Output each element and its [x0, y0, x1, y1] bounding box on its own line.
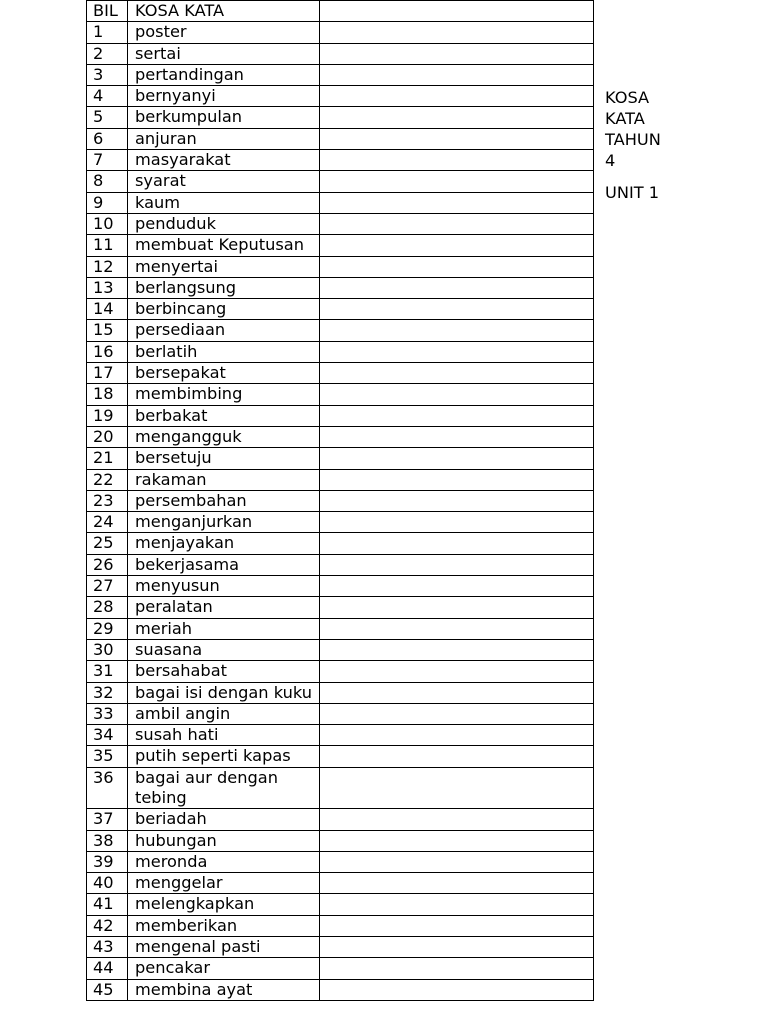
row-number: 28: [87, 597, 128, 618]
blank-answer-cell: [320, 256, 594, 277]
table-row: [87, 512, 594, 533]
row-number: 20: [87, 426, 128, 447]
table-row: [87, 213, 594, 234]
vocabulary-word: membuat Keputusan: [128, 235, 320, 256]
vocabulary-word: bagai aur dengan tebing: [128, 767, 320, 809]
row-number: 31: [87, 661, 128, 682]
table-row: [87, 682, 594, 703]
table-row: [87, 639, 594, 660]
vocabulary-word: poster: [128, 22, 320, 43]
vocabulary-word: meriah: [128, 618, 320, 639]
blank-answer-cell: [320, 746, 594, 767]
vocabulary-word: persediaan: [128, 320, 320, 341]
vocabulary-word: penduduk: [128, 213, 320, 234]
blank-answer-cell: [320, 384, 594, 405]
row-number: 33: [87, 703, 128, 724]
vocabulary-word: peralatan: [128, 597, 320, 618]
blank-answer-cell: [320, 490, 594, 511]
vocabulary-word: menganjurkan: [128, 512, 320, 533]
table-row: [87, 320, 594, 341]
table-row: [87, 915, 594, 936]
blank-answer-cell: [320, 873, 594, 894]
blank-answer-cell: [320, 639, 594, 660]
table-row: [87, 192, 594, 213]
vocabulary-word: beriadah: [128, 809, 320, 830]
table-row: [87, 341, 594, 362]
blank-answer-cell: [320, 937, 594, 958]
table-row: [87, 894, 594, 915]
vocabulary-word: sertai: [128, 43, 320, 64]
blank-answer-cell: [320, 533, 594, 554]
blank-answer-cell: [320, 341, 594, 362]
vocabulary-word: menjayakan: [128, 533, 320, 554]
row-number: 41: [87, 894, 128, 915]
row-number: 26: [87, 554, 128, 575]
row-number: 3: [87, 64, 128, 85]
vocabulary-word: bekerjasama: [128, 554, 320, 575]
table-row: [87, 979, 594, 1000]
table-row: [87, 851, 594, 872]
row-number: 34: [87, 725, 128, 746]
vocabulary-word: anjuran: [128, 128, 320, 149]
vocabulary-word: berlatih: [128, 341, 320, 362]
table-row: [87, 703, 594, 724]
header-kosa-kata: KOSA KATA: [128, 1, 320, 22]
table-row: [87, 661, 594, 682]
blank-answer-cell: [320, 448, 594, 469]
row-number: 5: [87, 107, 128, 128]
row-number: 35: [87, 746, 128, 767]
blank-answer-cell: [320, 809, 594, 830]
vocabulary-word: rakaman: [128, 469, 320, 490]
vocabulary-word: melengkapkan: [128, 894, 320, 915]
vocabulary-word: masyarakat: [128, 150, 320, 171]
vocabulary-word: mengenal pasti: [128, 937, 320, 958]
blank-answer-cell: [320, 554, 594, 575]
table-row: [87, 426, 594, 447]
row-number: 18: [87, 384, 128, 405]
blank-answer-cell: [320, 320, 594, 341]
table-row: [87, 767, 594, 809]
vocabulary-word: membimbing: [128, 384, 320, 405]
vocabulary-word: berlangsung: [128, 277, 320, 298]
row-number: 21: [87, 448, 128, 469]
blank-answer-cell: [320, 512, 594, 533]
blank-answer-cell: [320, 86, 594, 107]
vocabulary-word: meronda: [128, 851, 320, 872]
row-number: 6: [87, 128, 128, 149]
table-row: [87, 448, 594, 469]
table-row: [87, 86, 594, 107]
row-number: 22: [87, 469, 128, 490]
row-number: 25: [87, 533, 128, 554]
row-number: 7: [87, 150, 128, 171]
row-number: 24: [87, 512, 128, 533]
vocabulary-word: kaum: [128, 192, 320, 213]
table-row: [87, 958, 594, 979]
vocabulary-word: menggelar: [128, 873, 320, 894]
row-number: 9: [87, 192, 128, 213]
blank-answer-cell: [320, 725, 594, 746]
vocabulary-word: bernyanyi: [128, 86, 320, 107]
table-row: [87, 597, 594, 618]
blank-answer-cell: [320, 661, 594, 682]
vocabulary-word: pertandingan: [128, 64, 320, 85]
table-row: [87, 64, 594, 85]
vocabulary-word: bersahabat: [128, 661, 320, 682]
table-row: [87, 725, 594, 746]
blank-answer-cell: [320, 363, 594, 384]
blank-answer-cell: [320, 851, 594, 872]
header-bil: BIL: [87, 1, 128, 22]
vocabulary-table-body: [87, 22, 594, 1001]
row-number: 13: [87, 277, 128, 298]
row-number: 11: [87, 235, 128, 256]
table-row: [87, 171, 594, 192]
blank-answer-cell: [320, 703, 594, 724]
vocabulary-word: menyusun: [128, 576, 320, 597]
row-number: 17: [87, 363, 128, 384]
vocabulary-word: bersepakat: [128, 363, 320, 384]
row-number: 19: [87, 405, 128, 426]
row-number: 38: [87, 830, 128, 851]
blank-answer-cell: [320, 597, 594, 618]
blank-answer-cell: [320, 43, 594, 64]
row-number: 4: [87, 86, 128, 107]
blank-answer-cell: [320, 894, 594, 915]
table-row: [87, 746, 594, 767]
header-blank: [320, 1, 594, 22]
table-row: [87, 533, 594, 554]
row-number: 42: [87, 915, 128, 936]
blank-answer-cell: [320, 405, 594, 426]
vocabulary-word: suasana: [128, 639, 320, 660]
table-row: [87, 299, 594, 320]
table-row: [87, 554, 594, 575]
blank-answer-cell: [320, 767, 594, 809]
table-row: [87, 809, 594, 830]
blank-answer-cell: [320, 299, 594, 320]
vocabulary-word: pencakar: [128, 958, 320, 979]
blank-answer-cell: [320, 469, 594, 490]
blank-answer-cell: [320, 979, 594, 1000]
vocabulary-word: mengangguk: [128, 426, 320, 447]
vocabulary-word: berkumpulan: [128, 107, 320, 128]
vocabulary-word: menyertai: [128, 256, 320, 277]
blank-answer-cell: [320, 213, 594, 234]
blank-answer-cell: [320, 22, 594, 43]
vocabulary-word: berbincang: [128, 299, 320, 320]
blank-answer-cell: [320, 107, 594, 128]
vocabulary-word: putih seperti kapas: [128, 746, 320, 767]
table-row: [87, 873, 594, 894]
table-row: [87, 937, 594, 958]
row-number: 15: [87, 320, 128, 341]
row-number: 27: [87, 576, 128, 597]
vocabulary-word: bersetuju: [128, 448, 320, 469]
row-number: 30: [87, 639, 128, 660]
blank-answer-cell: [320, 618, 594, 639]
table-row: [87, 43, 594, 64]
blank-answer-cell: [320, 958, 594, 979]
vocabulary-word: berbakat: [128, 405, 320, 426]
vocabulary-word: bagai isi dengan kuku: [128, 682, 320, 703]
side-unit-label: UNIT 1: [605, 183, 660, 202]
table-row: [87, 384, 594, 405]
row-number: 10: [87, 213, 128, 234]
row-number: 36: [87, 767, 128, 809]
table-row: [87, 128, 594, 149]
table-row: [87, 22, 594, 43]
table-row: [87, 277, 594, 298]
row-number: 12: [87, 256, 128, 277]
blank-answer-cell: [320, 830, 594, 851]
table-header-row: [87, 1, 594, 22]
blank-answer-cell: [320, 277, 594, 298]
row-number: 40: [87, 873, 128, 894]
vocabulary-word: syarat: [128, 171, 320, 192]
row-number: 14: [87, 299, 128, 320]
blank-answer-cell: [320, 192, 594, 213]
vocabulary-word: susah hati: [128, 725, 320, 746]
table-row: [87, 235, 594, 256]
row-number: 43: [87, 937, 128, 958]
table-row: [87, 469, 594, 490]
table-row: [87, 405, 594, 426]
vocabulary-table: [86, 0, 594, 1001]
blank-answer-cell: [320, 682, 594, 703]
row-number: 8: [87, 171, 128, 192]
vocabulary-word: ambil angin: [128, 703, 320, 724]
row-number: 2: [87, 43, 128, 64]
row-number: 45: [87, 979, 128, 1000]
blank-answer-cell: [320, 150, 594, 171]
row-number: 23: [87, 490, 128, 511]
table-row: [87, 576, 594, 597]
table-row: [87, 363, 594, 384]
row-number: 1: [87, 22, 128, 43]
row-number: 32: [87, 682, 128, 703]
blank-answer-cell: [320, 128, 594, 149]
vocabulary-word: membina ayat: [128, 979, 320, 1000]
row-number: 39: [87, 851, 128, 872]
blank-answer-cell: [320, 171, 594, 192]
table-row: [87, 107, 594, 128]
blank-answer-cell: [320, 915, 594, 936]
row-number: 16: [87, 341, 128, 362]
table-row: [87, 490, 594, 511]
row-number: 37: [87, 809, 128, 830]
table-row: [87, 830, 594, 851]
blank-answer-cell: [320, 235, 594, 256]
vocabulary-word: persembahan: [128, 490, 320, 511]
blank-answer-cell: [320, 576, 594, 597]
row-number: 29: [87, 618, 128, 639]
vocabulary-word: memberikan: [128, 915, 320, 936]
row-number: 44: [87, 958, 128, 979]
blank-answer-cell: [320, 64, 594, 85]
table-row: [87, 618, 594, 639]
table-row: [87, 256, 594, 277]
table-row: [87, 150, 594, 171]
side-title: KOSA KATA TAHUN 4: [605, 88, 661, 170]
vocabulary-word: hubungan: [128, 830, 320, 851]
blank-answer-cell: [320, 426, 594, 447]
